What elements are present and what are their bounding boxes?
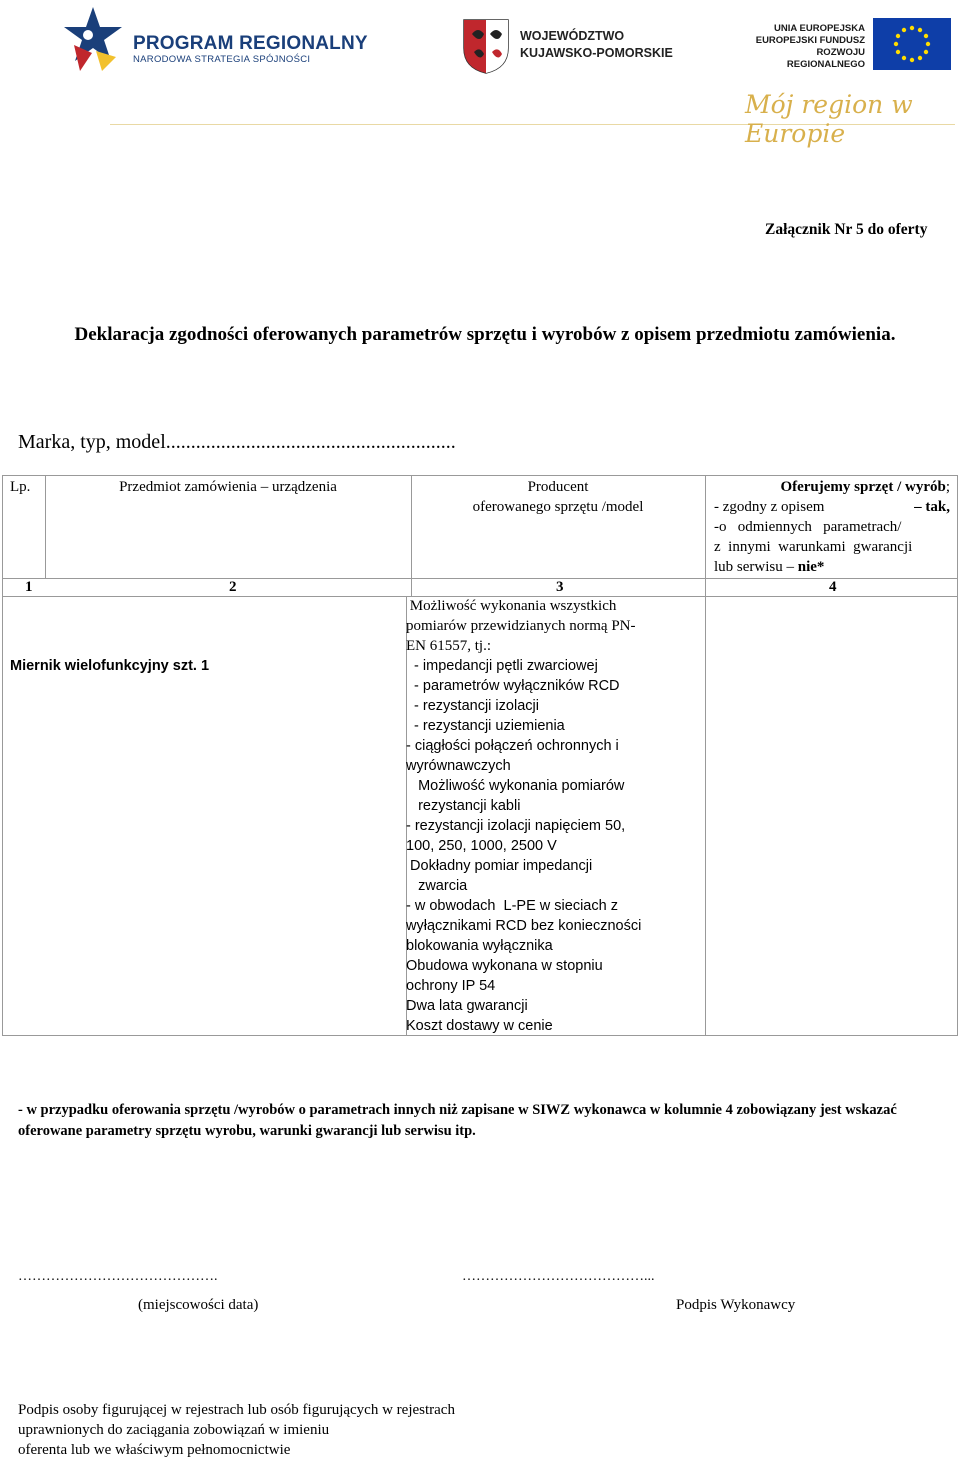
eu-line-3: ROZWOJU REGIONALNEGO	[786, 47, 865, 70]
row-divider-header	[3, 578, 957, 579]
eu-flag-icon	[873, 18, 951, 70]
bottom-line-2: uprawnionych do zaciągania zobowiązań w imieniu	[18, 1422, 330, 1438]
header-offer-bold: Oferujemy sprzęt / wyrób	[780, 479, 946, 495]
voivodeship-line-2: KUJAWSKO-POMORSKIE	[520, 46, 673, 60]
header-producer	[413, 477, 703, 517]
spec-line: Możliwość wykonania wszystkich	[406, 598, 617, 614]
signature-dots: …………………………………...	[462, 1269, 655, 1284]
header-producer-line-2: oferowanego sprzętu /model	[472, 499, 644, 515]
bottom-line-3: oferenta lub we właściwym pełnomocnictwie	[18, 1442, 291, 1458]
spec-line: EN 61557, tj.:	[406, 638, 491, 654]
contractor-signature-label: Podpis Wykonawcy	[676, 1297, 796, 1313]
header-offer-line-4: z innymi warunkami gwarancji	[714, 539, 913, 555]
header-lp: Lp.	[10, 479, 31, 495]
header-subject: Przedmiot zamówienia – urządzenia	[119, 479, 337, 495]
spec-line: wyłącznikami RCD bez konieczności	[406, 918, 642, 934]
brand-model-field: Marka, typ, model..........................................................	[18, 431, 456, 453]
bottom-line-1: Podpis osoby figurującej w rejestrach lub osób figurujących w rejestrach	[18, 1402, 455, 1418]
spec-line: 100, 250, 1000, 2500 V	[406, 838, 557, 854]
declaration-table	[2, 475, 958, 1036]
voivodeship-line-1: WOJEWÓDZTWO	[520, 29, 625, 43]
spec-line: - ciągłości połączeń ochronnych i	[406, 738, 619, 754]
program-regionalny-star-logo	[62, 5, 124, 75]
authorized-signature-note	[18, 1400, 455, 1460]
spec-line: - rezystancji izolacji	[406, 698, 539, 714]
header-offer-service: lub serwisu –	[714, 559, 794, 575]
item-name: Miernik wielofunkcyjny szt. 1	[10, 658, 210, 674]
spec-line: - w obwodach L-PE w sieciach z	[406, 898, 618, 914]
header-offer-no: nie*	[797, 559, 825, 575]
spec-line: blokowania wyłącznika	[406, 938, 553, 954]
place-date-label: (miejscowości data)	[138, 1297, 259, 1313]
spec-line: - parametrów wyłączników RCD	[406, 678, 620, 694]
spec-line: - impedancji pętli zwarciowej	[406, 658, 598, 674]
col-number-4: 4	[829, 579, 837, 595]
spec-line: Koszt dostawy w cenie	[406, 1018, 553, 1034]
place-date-dots: …………………………………….	[18, 1269, 218, 1284]
spec-line: rezystancji kabli	[406, 798, 521, 814]
eu-line-2: EUROPEJSKI FUNDUSZ	[755, 35, 865, 46]
header-producer-line-1: Producent	[527, 479, 589, 495]
header-offer-compliant: - zgodny z opisem	[714, 499, 825, 515]
spec-list	[406, 596, 704, 1036]
spec-line: - rezystancji izolacji napięciem 50,	[406, 818, 626, 834]
header-offer-yes: – tak,	[914, 499, 950, 515]
spec-line: Dokładny pomiar impedancji	[406, 858, 593, 874]
eu-line-1: UNIA EUROPEJSKA	[774, 23, 865, 34]
spec-line: Dwa lata gwarancji	[406, 998, 528, 1014]
col-number-3: 3	[556, 579, 564, 595]
footnote: - w przypadku oferowania sprzętu /wyrobów o parametrach innych niż zapisane w SIWZ wykonawca w kolumnie 4 zobowiązany jest wskazać oferowane parametry sprzętu wyrobu, warunki gwarancji lub serwisu itp.	[18, 1102, 897, 1139]
spec-line: wyrównawczych	[406, 758, 511, 774]
header-offer-line-2	[714, 497, 950, 517]
col-number-2: 2	[229, 579, 237, 595]
spec-line: ochrony IP 54	[406, 978, 496, 994]
annex-label: Załącznik Nr 5 do oferty	[765, 221, 928, 238]
spec-line: Możliwość wykonania pomiarów	[406, 778, 625, 794]
header-offer-semicolon: ;	[945, 479, 950, 495]
spec-line: zwarcia	[406, 878, 468, 894]
page-title: Deklaracja zgodności oferowanych parametrów sprzętu i wyrobów z opisem przedmiotu zamówienia.	[74, 324, 896, 345]
header-offer	[714, 477, 950, 577]
program-title: PROGRAM REGIONALNY	[133, 33, 368, 54]
spec-line: pomiarów przewidzianych normą PN-	[406, 618, 636, 634]
col-divider-3	[705, 476, 706, 1035]
header-offer-line-1	[714, 477, 950, 497]
header-offer-line-3: -o odmiennych parametrach/	[714, 519, 902, 535]
region-motto: Mój region w Europie	[745, 90, 913, 148]
header-offer-line-5	[714, 557, 950, 577]
spec-line: - rezystancji uziemienia	[406, 718, 565, 734]
program-subtitle: NARODOWA STRATEGIA SPÓJNOŚCI	[133, 54, 311, 65]
voivodeship-coat-of-arms-icon	[462, 18, 510, 74]
col-divider-1	[45, 476, 46, 578]
spec-line: Obudowa wykonana w stopniu	[406, 958, 603, 974]
eu-fund-label	[740, 23, 865, 71]
col-number-1: 1	[25, 579, 33, 595]
